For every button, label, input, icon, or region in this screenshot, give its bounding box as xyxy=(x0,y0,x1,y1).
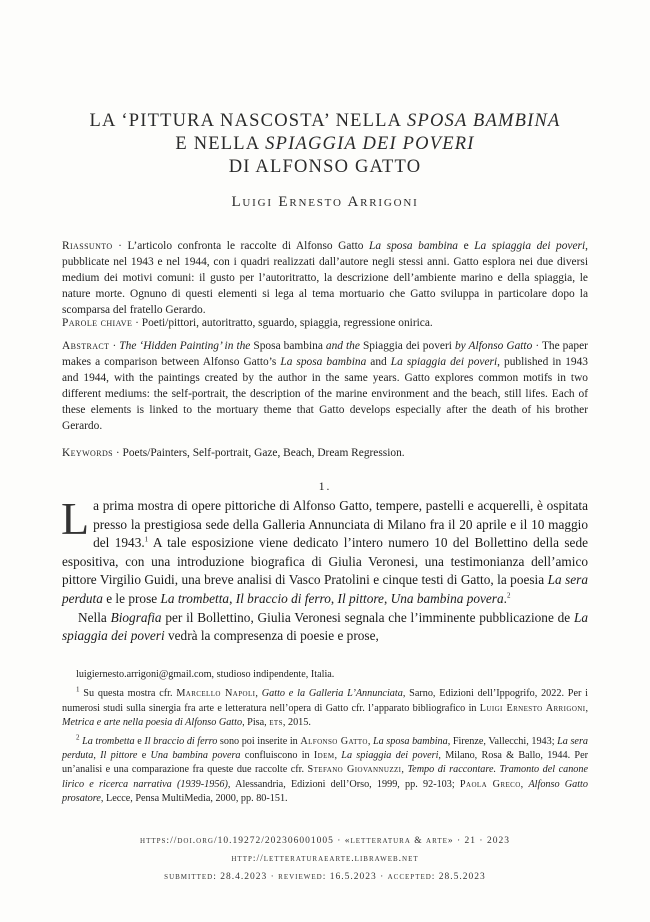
abstract-label: Abstract xyxy=(62,340,110,352)
doi-line[interactable]: https://doi.org/10.19272/202306001005 · «letteratura & arte» · 21 · 2023 xyxy=(140,836,510,846)
title-line-1: LA ‘PITTURA NASCOSTA’ NELLA SPOSA BAMBINA xyxy=(89,111,561,131)
riassunto-label: Riassunto xyxy=(62,240,113,252)
drop-cap: L xyxy=(61,493,90,544)
submission-dates: submitted: 28.4.2023 · reviewed: 16.5.2023 · accepted: 28.5.2023 xyxy=(164,872,486,882)
footnote-1: $^1$ Su questa mostra cfr. Marcello Napoli, Gatto e la Galleria L’Annunciata, Sarno, Edizioni dell’Ippogrifo, 2022. Per i numerosi studi sulla sinergia fra arte e letteratura nell’opera di Gatto cfr. l’apparato bibliografico in Luigi Ernesto Arrigoni, Metrica e arte nella poesia di Alfonso Gatto, Pisa, ets, 2015. xyxy=(62,686,589,729)
section-number: 1. xyxy=(318,481,332,493)
abstract-block: Abstract · The ‘Hidden Painting’ in the Sposa bambina and the Spiaggia dei poveri by Alfonso Gatto · The paper makes a comparison between Alfonso Gatto’s La sposa bambina and La spiaggia dei poveri, published in 1943 and 1944, with the paintings created by the author in the same years. Gatto explores common motifs in two different mediums: the self-portrait, the description of the marine environment and the beach, still lifes. Each of these elements is linked to the mortuary theme that Gatto develops especially after the death of his brother Gerardo. xyxy=(62,340,588,432)
author-email-note: luigiernesto.arrigoni@gmail.com, studioso indipendente, Italia. xyxy=(76,669,335,680)
keywords-block: Keywords · Poets/Painters, Self-portrait, Gaze, Beach, Dream Regression. xyxy=(62,447,405,459)
article-author: Luigi Ernesto Arrigoni xyxy=(231,194,419,210)
title-line-2: E NELLA SPIAGGIA DEI POVERI xyxy=(175,134,475,154)
keywords-label: Keywords xyxy=(62,447,113,459)
footnotes xyxy=(62,668,588,807)
body-paragraph-1: La prima mostra di opere pittoriche di Alfonso Gatto, tempere, pastelli e acquerelli, è ospitata presso la prestigiosa sede della Galleria Annunciata di Milano fra il 20 aprile e il 10 maggio del 1943.$^1$ A tale esposizione viene dedicato l’intero numero 10 del Bollettino della sede espositiva, con una introduzione biografica di Giulia Veronesi, una testimonianza dell’amico pittore Virgilio Guidi, una breve analisi di Vasco Pratolini e cinque testi di Gatto, la poesia La sera perduta e le prose La trombetta, Il braccio di ferro, Il pittore, Una bambina povera.$^2$ xyxy=(61,493,588,606)
footnote-2: $^2$ La trombetta e Il braccio di ferro sono poi inserite in Alfonso Gatto, La sposa bambina, Firenze, Vallecchi, 1943; La sera perduta, Il pittore e Una bambina povera confluiscono in Idem, La spiaggia dei poveri, Milano, Rosa & Ballo, 1944. Per un’analisi e una comparazione fra queste due raccolte cfr. Stefano Giovannuzzi, Tempo di raccontare. Tramonto del canone lirico e ricerca narrativa (1939-1956), Alessandria, Edizioni dell’Orso, 1999, pp. 92-103; Paola Greco, Alfonso Gatto prosatore, Lecce, Pensa MultiMedia, 2000, pp. 80-151. xyxy=(62,733,589,805)
parole-chiave-label: Parole chiave xyxy=(62,317,133,329)
body-paragraph-2: Nella Biografia per il Bollettino, Giulia Veronesi segnala che l’imminente pubblicazione de La spiaggia dei poveri vedrà la compresenza di poesie e prose, xyxy=(62,609,588,644)
footnote-ref-2[interactable]: 2 xyxy=(506,591,511,600)
footnote-ref-1[interactable]: 1 xyxy=(144,535,149,544)
body-text xyxy=(61,493,588,646)
journal-url[interactable]: http://letteraturaearte.libraweb.net xyxy=(231,854,419,864)
title-line-3: DI ALFONSO GATTO xyxy=(228,157,422,177)
riassunto-block: Riassunto · L’articolo confronta le raccolte di Alfonso Gatto La sposa bambina e La spiaggia dei poveri, pubblicate nel 1943 e nel 1944, con i quadri realizzati dall’autore negli stessi anni. Gatto esplora nei due diversi medium dei motivi comuni: il gusto per l’autoritratto, la descrizione dell’ambiente marino e della spiaggia, le nature morte. Ognuno di questi elementi si lega al tema mortuario che Gatto sviluppa in particolare dopo la scomparsa del fratello Gerardo. xyxy=(62,240,588,316)
parole-chiave-block: Parole chiave · Poeti/pittori, autoritratto, sguardo, spiaggia, regressione onirica. xyxy=(62,317,433,329)
article-title xyxy=(62,110,588,179)
